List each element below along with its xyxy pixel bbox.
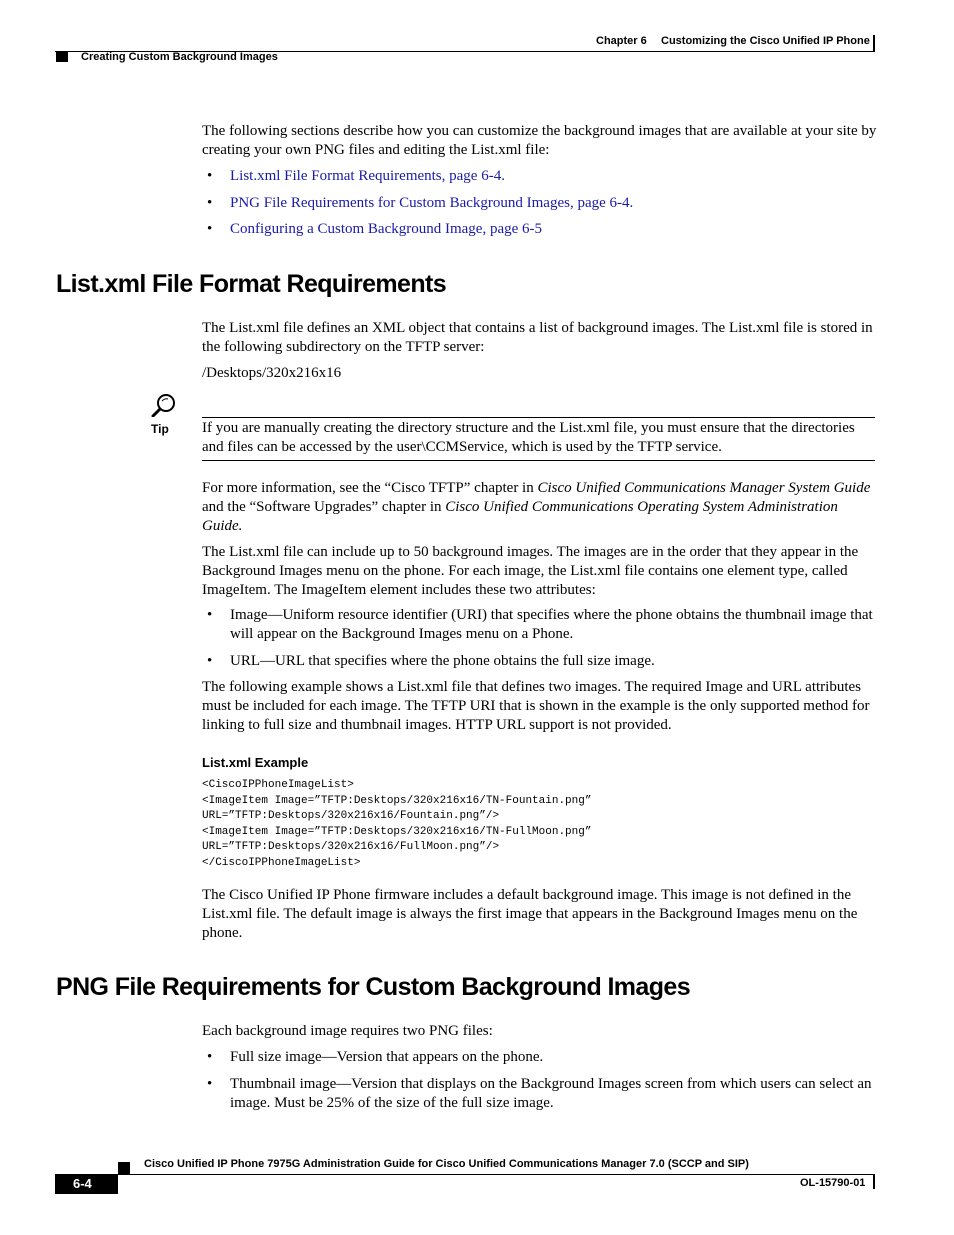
example-heading: List.xml Example	[202, 755, 309, 770]
more-info-part: and the “Software Upgrades” chapter in	[202, 499, 446, 515]
header-square	[56, 51, 68, 62]
tip-label: Tip	[151, 422, 169, 436]
code-line: <ImageItem Image=”TFTP:Desktops/320x216x16/TN-Fountain.png”	[202, 794, 592, 807]
footer-doc-id: OL-15790-01	[800, 1177, 866, 1189]
default-image-paragraph: The Cisco Unified IP Phone firmware includes a default background image. This image is not defined in the List.xml file. The default image is always the first image that appears in the Background Images menu on the phone.	[202, 887, 858, 941]
bullet-mark: •	[207, 168, 213, 184]
png-thumbnail: Thumbnail image—Version that displays on the Background Images screen from which users can select an image. Must be 25% of the size of the full size image.	[230, 1076, 872, 1111]
png-intro: Each background image requires two PNG files:	[202, 1023, 493, 1039]
bullet-mark: •	[207, 195, 213, 211]
list-xml-description: The List.xml file can include up to 50 background images. The images are in the order that they appear in the Background Images menu on the phone. For each image, the List.xml file contains one element type, called ImageItem. The ImageItem element includes these two attributes:	[202, 544, 859, 598]
more-info-part: For more information, see the “Cisco TFTP” chapter in	[202, 480, 538, 496]
link-configuring-background[interactable]: Configuring a Custom Background Image, page 6-5	[230, 221, 543, 237]
tip-rule-top	[202, 417, 875, 418]
tip-rule-bottom	[202, 460, 875, 461]
header-chapter-title: Customizing the Cisco Unified IP Phone	[661, 35, 870, 47]
png-full-size: Full size image—Version that appears on the phone.	[230, 1049, 544, 1065]
footer-rule	[118, 1174, 875, 1175]
footer-right-bar	[873, 1174, 875, 1189]
attribute-image: Image—Uniform resource identifier (URI) that specifies where the phone obtains the thumbnail image that will appear on the Background Images menu on a Phone.	[230, 607, 873, 642]
tip-text: If you are manually creating the directory structure and the List.xml file, you must ensure that the directories and files can be accessed by the user\CCMService, which is used by the TFTP service.	[202, 420, 855, 455]
footer-square	[118, 1162, 130, 1174]
bullet-mark: •	[207, 1049, 213, 1065]
more-info-os-guide: Cisco Unified Communications Operating System Administration Guide.	[202, 499, 838, 534]
code-line: <CiscoIPPhoneImageList>	[202, 779, 354, 791]
example-intro: The following example shows a List.xml file that defines two images. The required Image and URL attributes must be included for each image. The TFTP URI that is shown in the example is the only supported method for linking to full size and thumbnail images. HTTP URL support is not provided.	[202, 679, 870, 733]
intro-paragraph: The following sections describe how you can customize the background images that are available at your site by creating your own PNG files and editing the List.xml file:	[202, 123, 877, 158]
code-example	[202, 778, 591, 871]
code-line: URL=”TFTP:Desktops/320x216x16/Fountain.png”/>	[202, 810, 500, 822]
bullet-mark: •	[207, 1076, 213, 1092]
tftp-path: /Desktops/320x216x16	[202, 365, 342, 381]
header-chapter: Chapter 6	[596, 35, 647, 47]
header-section: Creating Custom Background Images	[81, 51, 278, 63]
more-info-system-guide: Cisco Unified Communications Manager System Guide	[537, 480, 871, 496]
bullet-mark: •	[207, 653, 213, 669]
link-png-requirements[interactable]: PNG File Requirements for Custom Background Images, page 6-4.	[230, 195, 634, 211]
link-list-xml-requirements[interactable]: List.xml File Format Requirements, page 6-4.	[230, 168, 505, 184]
section-heading-png: PNG File Requirements for Custom Background Images	[56, 973, 691, 1001]
code-line: <ImageItem Image=”TFTP:Desktops/320x216x16/TN-FullMoon.png”	[202, 825, 592, 838]
bullet-mark: •	[207, 221, 213, 237]
bullet-mark: •	[207, 607, 213, 623]
code-line: </CiscoIPPhoneImageList>	[202, 856, 361, 869]
more-info-paragraph	[202, 479, 882, 536]
list-xml-intro: The List.xml file defines an XML object that contains a list of background images. The List.xml file is stored in the following subdirectory on the TFTP server:	[202, 320, 873, 355]
attribute-url: URL—URL that specifies where the phone obtains the full size image.	[230, 653, 655, 669]
footer-title: Cisco Unified IP Phone 7975G Administration Guide for Cisco Unified Communications Manager 7.0 (SCCP and SIP)	[144, 1158, 749, 1170]
code-line: URL=”TFTP:Desktops/320x216x16/FullMoon.png”/>	[202, 841, 500, 853]
magnifier-icon	[151, 393, 177, 417]
header-right-bar	[873, 35, 875, 51]
footer-page-number: 6-4	[73, 1176, 92, 1191]
section-heading-list-xml: List.xml File Format Requirements	[56, 270, 447, 298]
